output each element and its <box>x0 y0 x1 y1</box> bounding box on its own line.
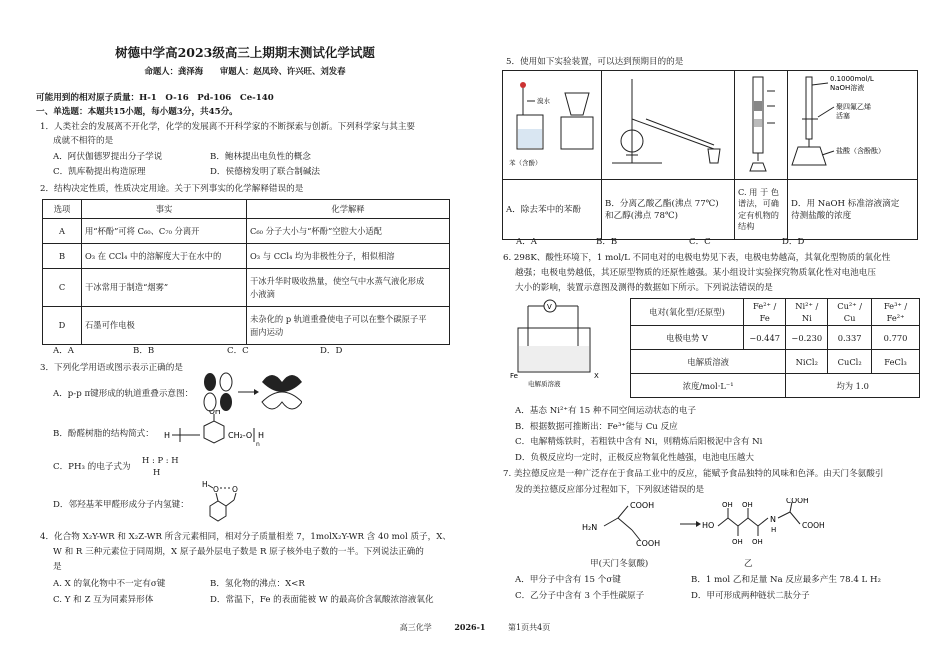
teflon-label: 聚四氟乙烯 <box>836 103 871 111</box>
table-row <box>43 307 450 345</box>
resin-oh: OH <box>209 410 221 416</box>
q6-concentration-value: 均为 1.0 <box>786 374 920 398</box>
yi-oh-4: OH <box>752 538 763 546</box>
yi-h: H <box>771 526 777 534</box>
q2-row-d-exp-line1: 未杂化的 p 轨道重叠使电子可以在整个碳原子平 <box>250 314 427 325</box>
q6-potential-fe: −0.447 <box>744 326 786 350</box>
q2-row-a-option: A <box>43 219 82 244</box>
hcl-label: 盐酸（含酚酞） <box>836 147 885 155</box>
separatory-setup-figure <box>503 71 601 175</box>
resin-ch2o: CH₂-O <box>228 431 253 440</box>
yi-ho: HO <box>702 521 715 530</box>
q6-potential-cu: 0.337 <box>828 326 872 350</box>
x-electrode-label: X <box>594 372 599 380</box>
voltmeter-label: V <box>547 303 552 311</box>
table-row <box>43 219 450 244</box>
q7-option-b: B．1 mol 乙和足量 Na 反应最多产生 78.4 L H₂ <box>691 575 881 585</box>
q4-option-b: B．氢化物的沸点：X<R <box>210 579 305 589</box>
q7-option-a: A．甲分子中含有 15 个σ键 <box>515 575 621 585</box>
distillation-setup-figure <box>602 71 734 175</box>
q5-option-d <box>788 180 918 240</box>
q6-potential-fe3: 0.770 <box>872 326 920 350</box>
q5-apparatus-table <box>502 70 918 240</box>
footer-date: 2026-1 <box>454 622 486 632</box>
q1-option-c: C．凯库勒提出构造原理 <box>53 167 146 177</box>
q2-row-d-option: D <box>43 307 82 345</box>
footer-subject: 高三化学 <box>399 623 432 632</box>
q5-option-b-line1: B．分离乙酸乙酯(沸点 77℃) <box>605 198 719 209</box>
yi-n: N <box>770 515 776 524</box>
maillard-reaction-scheme <box>580 498 840 556</box>
q6-electrolyte-nicl2: NiCl₂ <box>786 350 828 374</box>
q5-option-d-line2: 待测盐酸的浓度 <box>791 210 852 221</box>
q2-row-b-option: B <box>43 244 82 269</box>
aldehyde-o1: O <box>213 485 219 494</box>
q6-row-concentration: 浓度/mol·L⁻¹ <box>631 374 786 398</box>
q2-row-c-exp <box>247 269 450 307</box>
q1-stem-cont: 成就不相符的是 <box>53 136 114 146</box>
q7-jia-label: 甲(天门冬氨酸) <box>590 559 649 569</box>
yi-cooh-top: COOH <box>786 498 809 505</box>
q6-pair-fe: Fe²⁺ / Fe <box>744 299 786 326</box>
q5-option-c-line1: C. 用 于 色 <box>738 186 779 197</box>
q5-option-b <box>602 180 735 240</box>
q1-option-b: B．鲍林提出电负性的概念 <box>210 152 311 162</box>
yi-cooh-right: COOH <box>802 521 825 530</box>
q5-stem: 5．使用如下实验装置，可以达到预期目的的是 <box>506 57 684 67</box>
chromatography-column-figure <box>735 71 787 175</box>
q6-pair-ni: Ni²⁺ / Ni <box>786 299 828 326</box>
q4-option-d: D．常温下，Fe 的表面能被 W 的最高价含氧酸浓溶液氧化 <box>210 595 434 605</box>
q2-table <box>42 199 450 345</box>
stopcock-label: 活塞 <box>836 112 850 120</box>
q2-row-a-fact: 用“杯酚”可将 C₆₀、C₇₀ 分离开 <box>82 219 247 244</box>
q2-answer-c: C．C <box>227 346 249 356</box>
ph3-electron-formula-bottom: H <box>153 467 161 477</box>
q5-apparatus-a <box>503 71 602 180</box>
q6-option-a: A．基态 Ni²⁺有 15 种不同空间运动状态的电子 <box>515 406 697 416</box>
naoh-concentration-label: 0.1000mol/L <box>830 75 874 83</box>
q6-option-b: B．根据数据可推断出：Fe³⁺能与 Cu 反应 <box>515 422 678 432</box>
q2-row-b-fact: O₃ 在 CCl₄ 中的溶解度大于在水中的 <box>82 244 247 269</box>
table-row <box>43 244 450 269</box>
q3-option-b: B．酚醛树脂的结构简式： <box>53 429 154 439</box>
atomic-masses: 可能用到的相对原子质量：H-1 O-16 Pd-106 Ce-140 <box>36 93 274 103</box>
phenolic-resin-structure <box>160 410 276 448</box>
q1-option-d: D．侯德榜发明了联合制碱法 <box>210 167 321 177</box>
jia-cooh-bottom: COOH <box>636 539 661 548</box>
q5-answer-c: C．C <box>689 237 711 247</box>
page-footer <box>0 622 950 634</box>
q5-option-d-line1: D．用 NaOH 标准溶液滴定 <box>791 198 900 209</box>
q1-stem: 1．人类社会的发展离不开化学，化学的发展离不开科学家的不断探索与创新。下列科学家与其主要 <box>40 122 416 132</box>
q2-header-option: 选项 <box>43 200 82 219</box>
q2-header-explanation: 化学解释 <box>247 200 450 219</box>
galvanic-cell-figure <box>508 296 612 388</box>
q2-row-d-exp <box>247 307 450 345</box>
section-heading: 一、单选题：本题共15小题，每小题3分，共45分。 <box>36 107 238 117</box>
exam-authors: 命题人：龚泽海 审题人：赵凤玲、许兴旺、刘发春 <box>144 66 346 76</box>
q2-row-c-exp-line1: 干冰升华时吸收热量，使空气中水蒸气液化形成 <box>250 276 425 287</box>
q6-electrolyte-cucl2: CuCl₂ <box>828 350 872 374</box>
footer-page: 第1页共4页 <box>508 623 551 632</box>
salicylaldehyde-hbond-structure <box>198 478 254 532</box>
q6-row-potential: 电极电势 V <box>631 326 744 350</box>
q7-option-d: D．甲可形成两种链状二肽分子 <box>691 591 810 601</box>
q5-apparatus-c <box>735 71 788 180</box>
q5-option-a <box>503 180 602 240</box>
jia-cooh-top: COOH <box>630 501 655 510</box>
q5-answer-a: A．A <box>516 237 538 247</box>
q2-row-b-exp: O₃ 与 CCl₄ 均为非极性分子，相似相溶 <box>247 244 450 269</box>
q2-stem: 2．结构决定性质，性质决定用途。关于下列事实的化学解释错误的是 <box>40 184 304 194</box>
exam-title: 树德中学高2023级高三上期期末测试化学试题 <box>115 45 375 60</box>
q6-electrolyte-fecl3: FeCl₃ <box>872 350 920 374</box>
q3-option-c: C．PH₃ 的电子式为 <box>53 462 131 472</box>
q2-row-d-fact: 石墨可作电极 <box>82 307 247 345</box>
naoh-label: NaOH溶液 <box>830 84 865 92</box>
q5-answer-d: D．D <box>782 237 805 247</box>
q2-answer-b: B．B <box>133 346 155 356</box>
q4-stem-cont2: 是 <box>53 562 62 572</box>
aldehyde-o2: O <box>232 485 238 494</box>
yi-oh-2: OH <box>732 538 743 546</box>
fe-electrode-label: Fe <box>510 372 518 380</box>
q2-row-a-exp: C₆₀ 分子大小与“杯酚”空腔大小适配 <box>247 219 450 244</box>
q6-stem: 6. 298K、酸性环境下，1 mol/L 不同电对的电极电势见下表，电极电势越高，其氧化型物质的氧化性 <box>503 253 891 263</box>
q5-option-c <box>735 180 788 240</box>
q7-option-c: C．乙分子中含有 3 个手性碳原子 <box>515 591 645 601</box>
q6-option-d: D．负极反应均一定时，正极反应物氧化性越强，电池电压越大 <box>515 453 754 463</box>
q6-potential-table <box>630 298 920 398</box>
q5-answer-b: B．B <box>596 237 618 247</box>
p-orbital-overlap-diagram <box>198 372 302 412</box>
q5-option-b-line2: 和乙醇(沸点 78℃) <box>605 210 678 221</box>
q4-stem: 4．化合物 X₂Y-WR 和 X₂Z-WR 所含元素相同，相对分子质量相差 7，1molX₂Y-WR 含 40 mol 质子，X、 <box>40 532 451 542</box>
q4-stem-cont: W 和 R 三种元素位于同周期，X 原子最外层电子数是 R 原子核外电子数的一半。下列说法正确的 <box>53 547 424 557</box>
table-row <box>43 269 450 307</box>
q6-potential-ni: −0.230 <box>786 326 828 350</box>
jia-h2n: H₂N <box>582 523 598 532</box>
q7-stem: 7. 美拉德反应是一种广泛存在于食品工业中的反应，能赋予食品独特的风味和色泽。由天门冬氨酸引 <box>503 469 884 479</box>
q4-option-a: A. X 的氧化物中不一定有σ键 <box>53 579 166 589</box>
bromine-water-label: 溴水 <box>537 97 550 105</box>
q2-answer-a: A．A <box>53 346 75 356</box>
q2-row-c-fact: 干冰常用于制造“烟雾” <box>82 269 247 307</box>
electrolyte-label: 电解质溶液 <box>528 380 561 388</box>
q4-option-c: C. Y 和 Z 互为同素异形体 <box>53 595 154 605</box>
q6-stem-cont: 越强；电极电势越低，其还原型物质的还原性越强。某小组设计实验探究物质氧化性对电池电压 <box>515 268 876 278</box>
q5-option-a-text: A．除去苯中的苯酚 <box>506 204 581 215</box>
resin-end-h2: H <box>258 431 265 440</box>
yi-oh-1: OH <box>722 501 733 509</box>
resin-n: n <box>256 441 260 448</box>
q5-option-c-line4: 结构 <box>738 221 755 232</box>
q2-header-fact: 事实 <box>82 200 247 219</box>
q5-option-c-line3: 定有机物的 <box>738 209 779 220</box>
q2-row-c-exp-line2: 小液滴 <box>250 288 275 299</box>
q1-option-a: A．阿伏伽德罗提出分子学说 <box>53 152 163 162</box>
yi-oh-3: OH <box>742 501 753 509</box>
q2-answer-d: D．D <box>320 346 343 356</box>
q7-yi-label: 乙 <box>744 559 753 569</box>
q3-option-d: D．邻羟基苯甲醛形成分子内氢键： <box>53 500 189 510</box>
q5-apparatus-b <box>602 71 735 180</box>
q5-apparatus-d <box>788 71 918 180</box>
q6-stem-cont2: 大小的影响，装置示意图及测得的数据如下所示。下列说法错误的是 <box>515 283 773 293</box>
q7-stem-cont: 发的美拉德反应部分过程如下，下列叙述错误的是 <box>515 485 705 495</box>
resin-end-h: H <box>164 431 171 440</box>
q6-row-electrolyte: 电解质溶液 <box>631 350 786 374</box>
q2-row-d-exp-line2: 面内运动 <box>250 326 284 337</box>
q2-row-c-option: C <box>43 269 82 307</box>
q3-option-a: A．p-p π键形成的轨道重叠示意图： <box>53 389 194 399</box>
aldehyde-h: H <box>202 480 208 489</box>
q5-option-c-line2: 谱法，可确 <box>738 198 779 209</box>
titration-setup-figure <box>788 71 916 175</box>
q6-option-c: C．电解精炼铁时，若粗铁中含有 Ni，则精炼后阳极泥中含有 Ni <box>515 437 763 447</box>
benzene-label: 苯（含酚） <box>509 159 542 167</box>
ph3-electron-formula-top: H : P : H <box>142 455 179 465</box>
q6-pair-fe3: Fe³⁺ / Fe²⁺ <box>872 299 920 326</box>
q6-header-pair: 电对(氧化型/还原型) <box>631 299 744 326</box>
q3-stem: 3．下列化学用语或图示表示正确的是 <box>40 363 183 373</box>
q6-pair-cu: Cu²⁺ / Cu <box>828 299 872 326</box>
